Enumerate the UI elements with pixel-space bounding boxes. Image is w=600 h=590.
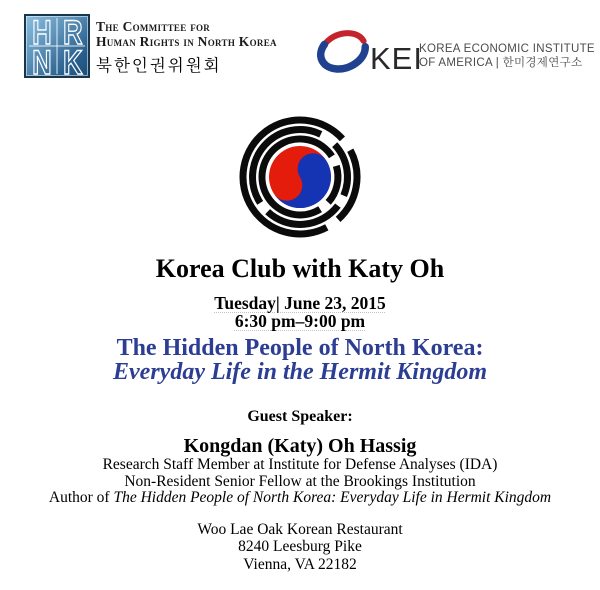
venue-name: Woo Lae Oak Korean Restaurant <box>197 520 403 538</box>
hrnk-org-line2: Human Rights in North Korea <box>96 34 277 49</box>
event-title: Korea Club with Katy Oh <box>155 254 445 283</box>
taegeuk-spiral-emblem-icon <box>238 116 362 238</box>
event-date: Tuesday| June 23, 2015 <box>214 293 386 313</box>
book-title: The Hidden People of North Korea: Everyday Life in Hermit Kingdom <box>113 489 552 506</box>
hrnk-letter-n: N <box>32 43 52 76</box>
taegeuk-icon <box>257 134 342 219</box>
hrnk-org-name <box>96 14 277 78</box>
speaker-role1: Research Staff Member at Institute for Defense Analyses (IDA) <box>102 456 498 473</box>
hrnk-letter-r: R <box>62 16 83 52</box>
kei-wordmark: KEI <box>370 41 423 76</box>
topic-line1: The Hidden People of North Korea: <box>116 335 484 361</box>
kei-swirl-icon <box>316 27 370 75</box>
hrnk-letter-k: K <box>62 43 83 76</box>
kei-logo-group <box>316 24 595 86</box>
kei-org-line2: OF AMERICA | 한미경제연구소 <box>419 56 583 69</box>
speaker-name: Kongdan (Katy) Oh Hassig <box>183 435 417 457</box>
event-topic <box>0 336 600 384</box>
logo-header <box>0 0 600 90</box>
guest-speaker-label: Guest Speaker: <box>247 408 353 425</box>
hrnk-korean-name: 북한인권위원회 <box>96 56 222 75</box>
speaker-authorship <box>0 490 600 507</box>
speaker-role2: Non-Resident Senior Fellow at the Brookings Institution <box>124 472 476 490</box>
kei-org-name <box>419 43 595 70</box>
venue-address: 8240 Leesburg Pike <box>238 538 362 555</box>
author-prefix: Author of <box>48 489 114 506</box>
speaker-details <box>0 457 600 507</box>
kei-org-line1: KOREA ECONOMIC INSTITUTE <box>419 43 595 55</box>
hrnk-logo-group <box>24 14 277 78</box>
venue-block <box>0 521 600 574</box>
topic-line2: Everyday Life in the Hermit Kingdom <box>113 359 487 385</box>
hrnk-letter-h: H <box>32 16 52 52</box>
venue-city: Vienna, VA 22182 <box>243 555 357 573</box>
hrnk-logo-icon <box>24 14 90 78</box>
event-time: 6:30 pm–9:00 pm <box>234 311 366 331</box>
hrnk-org-line1: The Committee for <box>96 19 211 34</box>
